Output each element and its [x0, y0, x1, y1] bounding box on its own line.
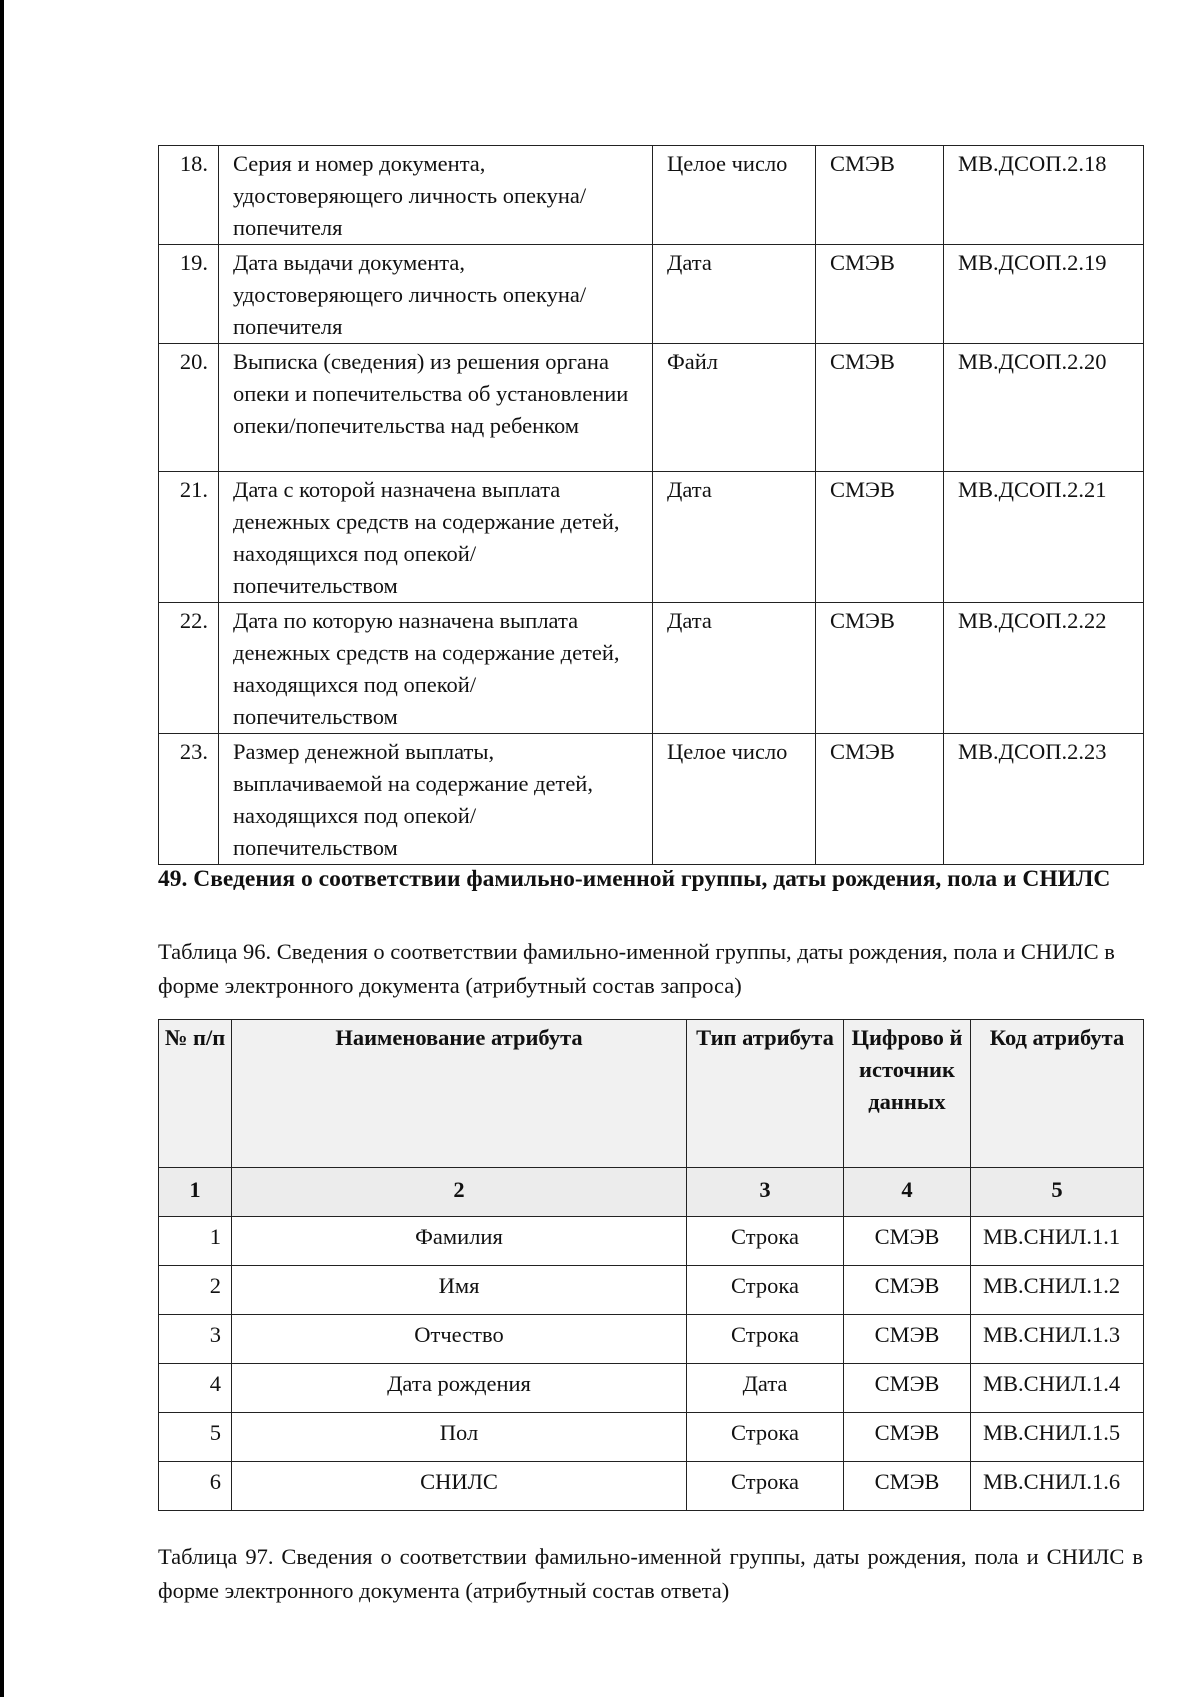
attribute-code: МВ.ДСОП.2.23 — [944, 734, 1144, 865]
table-row — [159, 1413, 1144, 1462]
attribute-name: Размер денежной выплаты, выплачиваемой на содержание детей, находящихся под опекой/попечительством — [219, 734, 653, 865]
table-row — [159, 1266, 1144, 1315]
data-source: СМЭВ — [816, 734, 944, 865]
row-number: 21. — [159, 472, 219, 603]
table-row — [159, 344, 1144, 472]
attribute-name: Выписка (сведения) из решения органа опеки и попечительства об установлении опеки/попечительства над ребенком — [219, 344, 653, 472]
attribute-code: МВ.ДСОП.2.20 — [944, 344, 1144, 472]
table-row — [159, 146, 1144, 245]
attribute-code: МВ.СНИЛ.1.5 — [971, 1413, 1144, 1462]
data-source: СМЭВ — [844, 1413, 971, 1462]
attribute-type: Дата — [653, 603, 816, 734]
table-row — [159, 734, 1144, 865]
row-number: 22. — [159, 603, 219, 734]
attribute-name: Дата рождения — [232, 1364, 687, 1413]
data-source: СМЭВ — [844, 1364, 971, 1413]
section-heading: 49. Сведения о соответствии фамильно-именной группы, даты рождения, пола и СНИЛС — [158, 866, 1111, 892]
attribute-code: МВ.СНИЛ.1.4 — [971, 1364, 1144, 1413]
data-source: СМЭВ — [816, 472, 944, 603]
row-number: 23. — [159, 734, 219, 865]
row-number: 20. — [159, 344, 219, 472]
table-97-caption: Таблица 97. Сведения о соответствии фамильно-именной группы, даты рождения, пола и СНИЛС в форме электронного документа (атрибутный состав ответа) — [158, 1544, 1143, 1603]
attribute-name: СНИЛС — [232, 1462, 687, 1511]
attribute-name: Пол — [232, 1413, 687, 1462]
attribute-code: МВ.СНИЛ.1.1 — [971, 1217, 1144, 1266]
attribute-type: Файл — [653, 344, 816, 472]
data-source: СМЭВ — [844, 1462, 971, 1511]
attribute-name: Отчество — [232, 1315, 687, 1364]
table-96 — [158, 1019, 1144, 1511]
data-source: СМЭВ — [844, 1217, 971, 1266]
attribute-name: Фамилия — [232, 1217, 687, 1266]
column-index: 4 — [844, 1168, 971, 1217]
table-row — [159, 1315, 1144, 1364]
attribute-code: МВ.ДСОП.2.21 — [944, 472, 1144, 603]
row-number: 4 — [159, 1364, 232, 1413]
data-source: СМЭВ — [816, 146, 944, 245]
attribute-name: Дата с которой назначена выплата денежных средств на содержание детей, находящихся под опекой/попечительством — [219, 472, 653, 603]
data-source: СМЭВ — [844, 1315, 971, 1364]
attribute-code: МВ.ДСОП.2.22 — [944, 603, 1144, 734]
data-source: СМЭВ — [816, 245, 944, 344]
header-number: № п/п — [159, 1020, 232, 1168]
header-attribute-type: Тип атрибута — [687, 1020, 844, 1168]
table-row — [159, 245, 1144, 344]
attribute-type: Дата — [687, 1364, 844, 1413]
attribute-name: Дата выдачи документа, удостоверяющего личность опекуна/попечителя — [219, 245, 653, 344]
scan-edge — [0, 0, 4, 1697]
header-data-source: Цифрово й источник данных — [844, 1020, 971, 1168]
attribute-code: МВ.ДСОП.2.18 — [944, 146, 1144, 245]
table-header-row — [159, 1020, 1144, 1168]
column-index-row — [159, 1168, 1144, 1217]
attribute-type: Дата — [653, 245, 816, 344]
table-row — [159, 472, 1144, 603]
attribute-type: Строка — [687, 1217, 844, 1266]
attribute-name: Дата по которую назначена выплата денежных средств на содержание детей, находящихся под опекой/попечительством — [219, 603, 653, 734]
attribute-code: МВ.СНИЛ.1.2 — [971, 1266, 1144, 1315]
row-number: 1 — [159, 1217, 232, 1266]
attribute-type: Целое число — [653, 734, 816, 865]
data-source: СМЭВ — [816, 603, 944, 734]
attributes-table-continued — [158, 145, 1144, 865]
row-number: 6 — [159, 1462, 232, 1511]
column-index: 1 — [159, 1168, 232, 1217]
attribute-code: МВ.СНИЛ.1.3 — [971, 1315, 1144, 1364]
attribute-code: МВ.ДСОП.2.19 — [944, 245, 1144, 344]
attribute-type: Строка — [687, 1266, 844, 1315]
attribute-name: Серия и номер документа, удостоверяющего личность опекуна/попечителя — [219, 146, 653, 245]
header-attribute-name: Наименование атрибута — [232, 1020, 687, 1168]
attribute-code: МВ.СНИЛ.1.6 — [971, 1462, 1144, 1511]
data-source: СМЭВ — [844, 1266, 971, 1315]
attribute-type: Строка — [687, 1462, 844, 1511]
header-attribute-code: Код атрибута — [971, 1020, 1144, 1168]
row-number: 5 — [159, 1413, 232, 1462]
attribute-type: Дата — [653, 472, 816, 603]
row-number: 3 — [159, 1315, 232, 1364]
attribute-type: Целое число — [653, 146, 816, 245]
table-row — [159, 603, 1144, 734]
row-number: 2 — [159, 1266, 232, 1315]
table-row — [159, 1462, 1144, 1511]
column-index: 5 — [971, 1168, 1144, 1217]
table-row — [159, 1217, 1144, 1266]
data-source: СМЭВ — [816, 344, 944, 472]
column-index: 2 — [232, 1168, 687, 1217]
attribute-type: Строка — [687, 1413, 844, 1462]
table-row — [159, 1364, 1144, 1413]
column-index: 3 — [687, 1168, 844, 1217]
row-number: 18. — [159, 146, 219, 245]
table-96-caption: Таблица 96. Сведения о соответствии фамильно-именной группы, даты рождения, пола и СНИЛС в форме электронного документа (атрибутный состав запроса) — [158, 939, 1115, 998]
attribute-name: Имя — [232, 1266, 687, 1315]
row-number: 19. — [159, 245, 219, 344]
attribute-type: Строка — [687, 1315, 844, 1364]
